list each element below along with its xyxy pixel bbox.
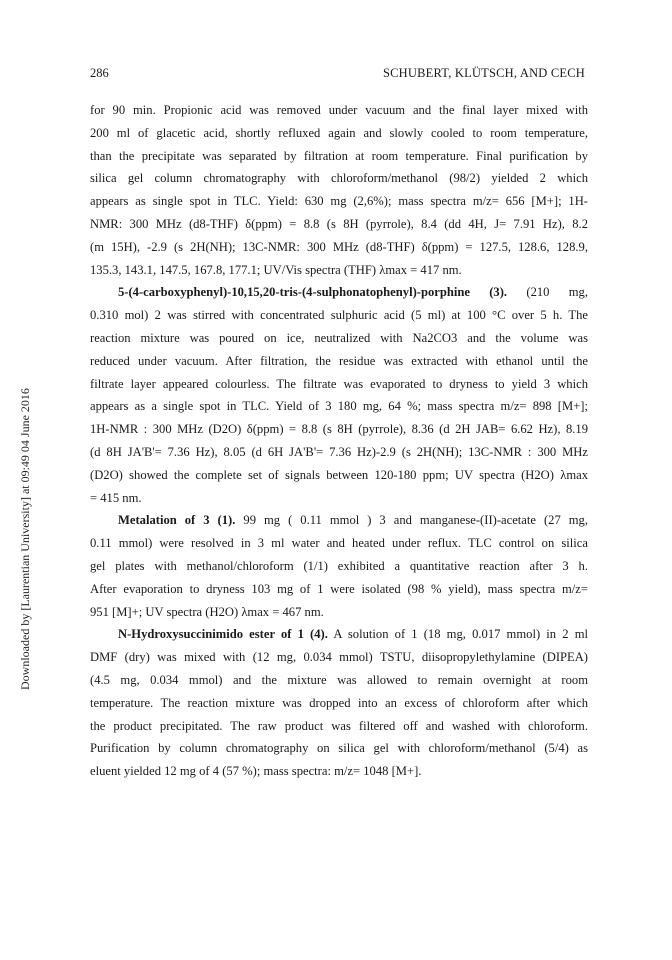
- text-line: than the precipitate was separated by filtration at room temperature. Final purification by: [90, 148, 588, 163]
- text-line: 5-(4-carboxyphenyl)-10,15,20-tris-(4-sulphonatophenyl)-porphine (3). (210 mg,: [118, 285, 588, 300]
- text-line: 135.3, 143.1, 147.5, 167.8, 177.1; UV/Vis spectra (THF) λmax = 417 nm.: [90, 262, 462, 277]
- text-line: = 415 nm.: [90, 490, 142, 505]
- text-line: NMR: 300 MHz (d8-THF) δ(ppm) = 8.8 (s 8H (pyrrole), 8.4 (dd 4H, J= 7.91 Hz), 8.2: [90, 216, 588, 231]
- text-line: 1H-NMR : 300 MHz (D2O) δ(ppm) = 8.8 (s 8H (pyrrole), 8.36 (d 2H JAB= 6.62 Hz), 8.19: [90, 422, 588, 437]
- text-line: filtrate layer appeared colourless. The filtrate was evaporated to dryness to yield 3 which: [90, 376, 588, 391]
- text-line: Purification by column chromatography on silica gel with chloroform/methanol (5/4) as: [90, 741, 588, 756]
- running-head: SCHUBERT, KLÜTSCH, AND CECH: [382, 66, 585, 80]
- text-line: reaction mixture was poured on ice, neutralized with Na2CO3 and the volume was: [90, 330, 588, 345]
- text-line: DMF (dry) was mixed with (12 mg, 0.034 mmol) TSTU, diisopropylethylamine (DIPEA): [90, 650, 588, 665]
- text-line: the product precipitated. The raw product was filtered off and washed with chloroform.: [90, 718, 588, 733]
- download-watermark: Downloaded by [Laurentian University] at 09:49 04 June 2016: [18, 388, 32, 690]
- text-line: (d 8H JA'B'= 7.36 Hz), 8.05 (d 6H JA'B'= 7.36 Hz)-2.9 (s 2H(NH); 13C-NMR : 300 MHz: [90, 444, 588, 459]
- text-line: eluent yielded 12 mg of 4 (57 %); mass spectra: m/z= 1048 [M+].: [90, 764, 422, 779]
- text-line: 0.11 mmol) were resolved in 3 ml water and heated under reflux. TLC control on silica: [90, 536, 588, 551]
- text-line: 200 ml of glacetic acid, shortly refluxed again and slowly cooled to room temperature,: [90, 125, 588, 140]
- article-body: [90, 99, 588, 783]
- text-line: N-Hydroxysuccinimido ester of 1 (4). A solution of 1 (18 mg, 0.017 mmol) in 2 ml: [118, 627, 588, 642]
- text-line: appears as single spot in TLC. Yield: 630 mg (2,6%); mass spectra m/z= 656 [M+]; 1H-: [90, 194, 588, 209]
- page-header: [90, 66, 585, 84]
- text-line: for 90 min. Propionic acid was removed under vacuum and the final layer mixed with: [90, 103, 588, 117]
- text-line: (D2O) showed the complete set of signals between 120-180 ppm; UV spectra (H2O) λmax: [90, 467, 588, 482]
- text-line: After evaporation to dryness 103 mg of 1 were isolated (98 % yield), mass spectra m/z=: [90, 581, 588, 596]
- text-line: reduced under vacuum. After filtration, the residue was extracted with ethanol until the: [90, 353, 588, 368]
- text-line: appears as a single spot in TLC. Yield of 3 180 mg, 64 %; mass spectra m/z= 898 [M+];: [90, 399, 588, 414]
- text-line: 0.310 mol) 2 was stirred with concentrated sulphuric acid (5 ml) at 100 °C over 5 h. The: [90, 308, 588, 323]
- text-line: gel plates with methanol/chloroform (1/1) exhibited a quantitative reaction after 3 h.: [90, 558, 588, 573]
- text-line: (m 15H), -2.9 (s 2H(NH); 13C-NMR: 300 MHz (d8-THF) δ(ppm) = 127.5, 128.6, 128.9,: [90, 239, 588, 254]
- text-line: Metalation of 3 (1). 99 mg ( 0.11 mmol ) 3 and manganese-(II)-acetate (27 mg,: [118, 513, 588, 528]
- text-line: temperature. The reaction mixture was dropped into an excess of chloroform after which: [90, 695, 588, 710]
- text-line: (4.5 mg, 0.034 mmol) and the mixture was allowed to remain overnight at room: [90, 672, 588, 687]
- page-number: 286: [90, 66, 109, 80]
- text-line: 951 [M]+; UV spectra (H2O) λmax = 467 nm.: [90, 604, 324, 619]
- text-line: silica gel column chromatography with chloroform/methanol (98/2) yielded 2 which: [90, 171, 588, 186]
